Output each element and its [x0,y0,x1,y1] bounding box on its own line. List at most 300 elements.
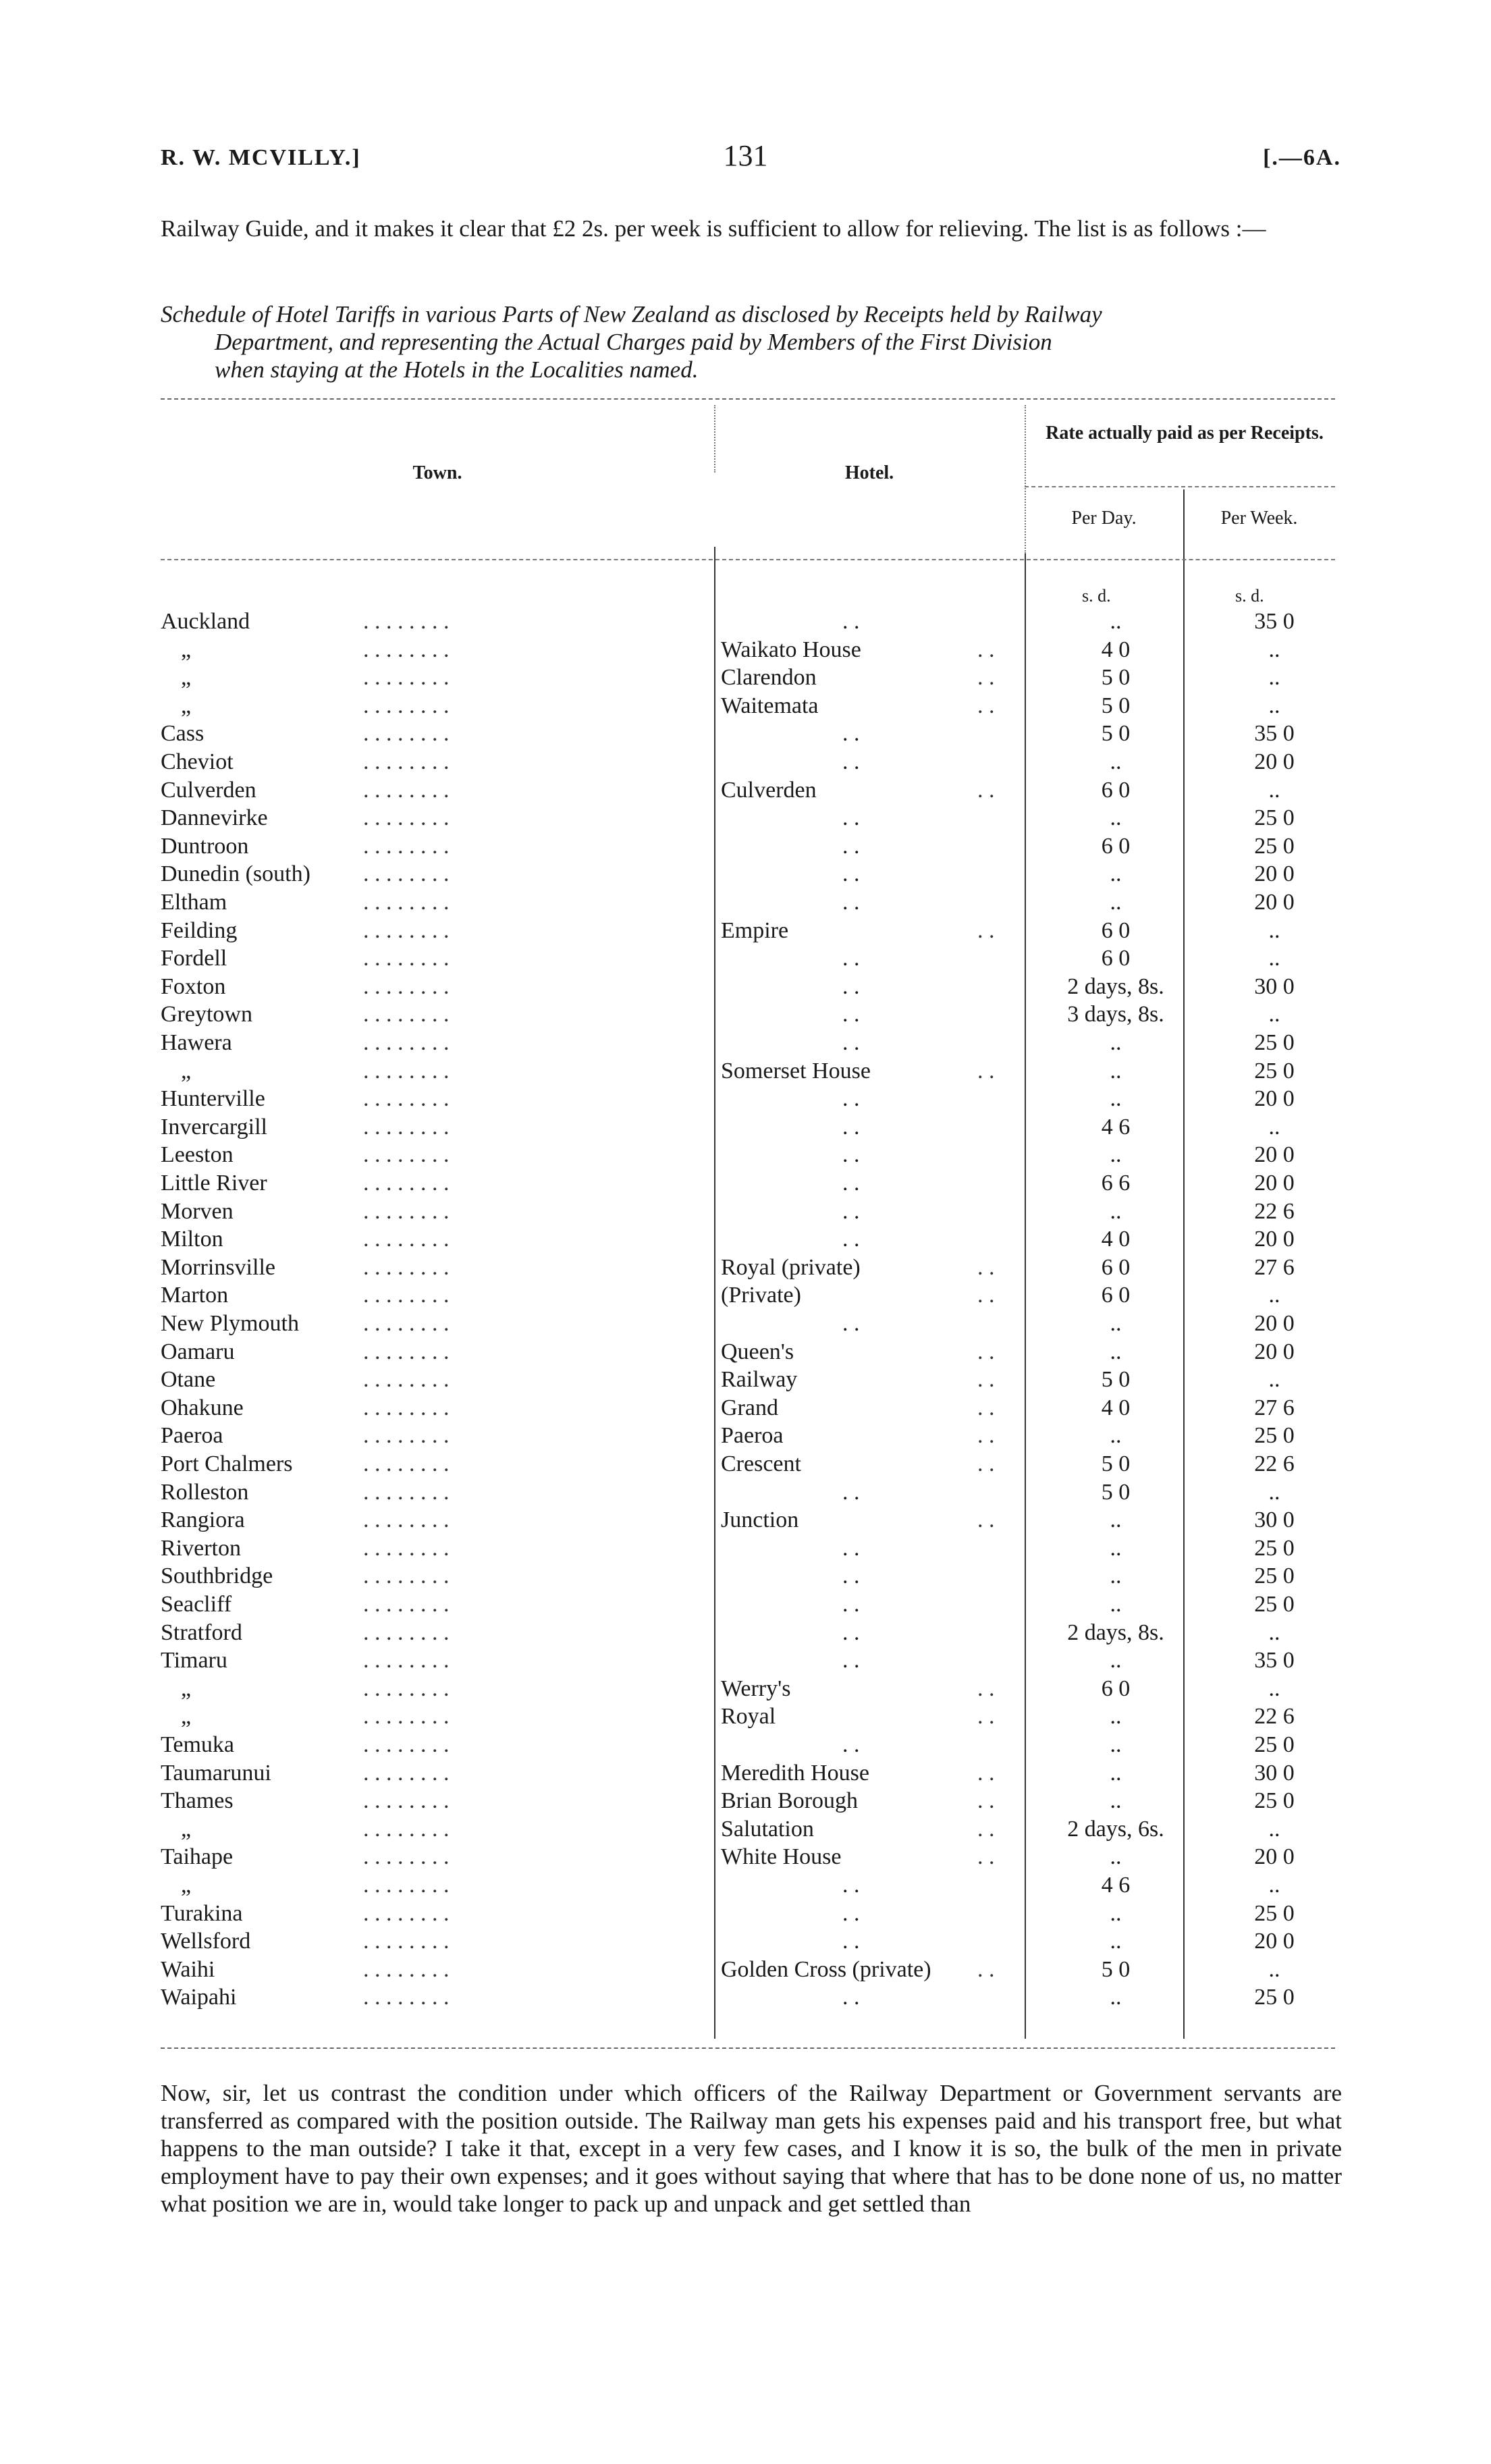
cell-town: Otane [161,1367,216,1393]
cell-per-week: 20 0 [1254,1142,1295,1168]
table-row [161,776,1335,804]
table-row [161,1198,1335,1225]
cell-town: Cheviot [161,749,234,774]
leader-dots: . . . . . . . . [363,749,450,774]
table-row [161,608,1335,635]
table-row [161,1703,1335,1730]
cell-town: Thames [161,1788,234,1814]
leader-dots: . . [977,1283,995,1308]
leader-dots: . . [977,1367,995,1393]
leader-dots: . . [842,890,860,915]
table-row [161,636,1335,664]
cell-per-day: .. [1110,1058,1122,1083]
cell-per-day: 6 0 [1101,946,1131,971]
cell-per-day: .. [1110,1844,1122,1870]
cell-per-day: .. [1110,1900,1122,1926]
cell-town: Turakina [161,1900,243,1926]
leader-dots: . . . . . . . . [363,721,450,747]
leader-dots: . . [842,1479,860,1505]
cell-per-day: .. [1110,1592,1122,1617]
leader-dots: . . [977,1816,995,1842]
cell-per-day: 5 0 [1101,1479,1131,1505]
cell-town: Eltham [161,890,227,915]
leader-dots: . . . . . . . . [363,1395,450,1420]
leader-dots: . . . . . . . . [363,1676,450,1701]
leader-dots: . . [977,1395,995,1420]
cell-town: Waipahi [161,1985,237,2010]
cell-per-week: .. [1268,693,1280,718]
cell-town: Rangiora [161,1507,245,1533]
cell-town: Wellsford [161,1929,251,1954]
table-caption [161,300,1349,383]
header-rule [161,559,1335,560]
leader-dots: . . [977,777,995,803]
leader-dots: . . [977,1254,995,1280]
cell-per-week: 20 0 [1254,1311,1295,1336]
page-number: 131 [723,139,768,172]
cell-per-week: 25 0 [1254,1058,1295,1083]
leader-dots: . . [842,609,860,634]
leader-dots: . . . . . . . . [363,1479,450,1505]
cell-town: Hunterville [161,1086,265,1112]
table-row [161,1225,1335,1253]
cell-town: Cass [161,721,205,747]
table-row [161,1900,1335,1927]
cell-per-day: 2 days, 8s. [1067,973,1164,999]
leader-dots: . . . . . . . . [363,1086,450,1112]
table-row [161,1310,1335,1337]
table-row [161,1927,1335,1955]
table-row [161,944,1335,972]
leader-dots: . . [842,1535,860,1561]
cell-hotel: Railway [721,1367,798,1393]
cell-per-day: 5 0 [1101,721,1131,747]
leader-dots: . . . . . . . . [363,1171,450,1196]
cell-per-day: .. [1110,1648,1122,1673]
cell-town: „ [181,665,192,691]
table-top-rule [161,398,1335,400]
cell-hotel: Golden Cross (private) [721,1956,931,1982]
table-row [161,1562,1335,1590]
caption-line: Schedule of Hotel Tariffs in various Parts of New Zealand as disclosed by Receipts held by Railway [161,301,1102,327]
cell-per-week: 20 0 [1254,1227,1295,1252]
leader-dots: . . . . . . . . [363,1985,450,2010]
leader-dots: . . . . . . . . [363,1451,450,1476]
cell-town: New Plymouth [161,1311,299,1336]
cell-hotel: White House [721,1844,842,1870]
leader-dots: . . . . . . . . [363,946,450,971]
leader-dots: . . . . . . . . [363,1367,450,1393]
cell-per-week: 25 0 [1254,1423,1295,1449]
cell-per-week: .. [1268,1283,1280,1308]
cell-hotel: Salutation [721,1816,814,1842]
cell-per-day: .. [1110,861,1122,887]
leader-dots: . . . . . . . . [363,693,450,718]
leader-dots: . . [842,721,860,747]
cell-per-week: 22 6 [1254,1198,1295,1224]
leader-dots: . . . . . . . . [363,1592,450,1617]
leader-dots: . . . . . . . . [363,1844,450,1870]
cell-per-week: 30 0 [1254,1507,1295,1533]
cell-hotel: Werry's [721,1676,791,1701]
leader-dots: . . . . . . . . [363,1619,450,1645]
leader-dots: . . [842,805,860,831]
cell-per-week: 30 0 [1254,1760,1295,1786]
cell-per-week: 20 0 [1254,861,1295,887]
cell-per-week: .. [1268,1956,1280,1982]
cell-town: Leeston [161,1142,234,1168]
leader-dots: . . . . . . . . [363,1227,450,1252]
leader-dots: . . [977,637,995,662]
leader-dots: . . . . . . . . [363,1900,450,1926]
cell-per-day: .. [1110,749,1122,774]
cell-hotel: Somerset House [721,1058,871,1083]
leader-dots: . . . . . . . . [363,1956,450,1982]
leader-dots: . . . . . . . . [363,1563,450,1589]
table-row [161,973,1335,1000]
leader-dots: . . [842,1900,860,1926]
leader-dots: . . [842,1311,860,1336]
leader-dots: . . [977,1760,995,1786]
cell-per-day: 4 0 [1101,1227,1131,1252]
table-row [161,1619,1335,1646]
table-row [161,804,1335,832]
col-header-rate: Rate actually paid as per Receipts. [1046,423,1324,444]
table-row [161,748,1335,776]
leader-dots: . . . . . . . . [363,637,450,662]
col-header-per-day: Per Day. [1071,508,1137,529]
leader-dots: . . [977,1339,995,1364]
leader-dots: . . . . . . . . [363,777,450,803]
cell-town: Culverden [161,777,256,803]
table-row [161,1169,1335,1197]
cell-town: Seacliff [161,1592,232,1617]
cell-town: Marton [161,1283,229,1308]
cell-per-week: .. [1268,1816,1280,1842]
cell-per-day: 6 0 [1101,1676,1131,1701]
table-row [161,1085,1335,1113]
cell-town: Rolleston [161,1479,249,1505]
leader-dots: . . [842,1732,860,1757]
leader-dots: . . [977,1423,995,1449]
cell-hotel: Brian Borough [721,1788,859,1814]
leader-dots: . . [842,1002,860,1027]
leader-dots: . . [842,861,860,887]
cell-per-week: 35 0 [1254,609,1295,634]
cell-hotel: Empire [721,917,789,943]
cell-per-day: .. [1110,1086,1122,1112]
cell-hotel: Paeroa [721,1423,784,1449]
table-row [161,1000,1335,1028]
cell-hotel: Clarendon [721,665,817,691]
leader-dots: . . . . . . . . [363,917,450,943]
table-row [161,1422,1335,1449]
cell-per-day: .. [1110,1985,1122,2010]
table-row [161,1029,1335,1056]
cell-town: Little River [161,1171,267,1196]
cell-per-day: .. [1110,609,1122,634]
cell-per-week: 20 0 [1254,1844,1295,1870]
cell-hotel: Crescent [721,1451,801,1476]
cell-town: Auckland [161,609,250,634]
unit-label-day: s. d. [1082,586,1111,606]
cell-town: Morrinsville [161,1254,275,1280]
cell-per-week: 20 0 [1254,1086,1295,1112]
table-row [161,1983,1335,2011]
leader-dots: . . . . . . . . [363,973,450,999]
cell-town: „ [181,693,192,718]
cell-hotel: Meredith House [721,1760,870,1786]
leader-dots: . . . . . . . . [363,1648,450,1673]
table-row [161,1956,1335,1983]
cell-per-day: 6 0 [1101,777,1131,803]
table-row [161,1394,1335,1422]
cell-per-week: 20 0 [1254,1929,1295,1954]
leader-dots: . . . . . . . . [363,1704,450,1730]
leader-dots: . . . . . . . . [363,861,450,887]
col-header-town: Town. [412,462,462,483]
leader-dots: . . [842,1929,860,1954]
cell-per-day: .. [1110,1311,1122,1336]
cell-per-day: 6 0 [1101,917,1131,943]
leader-dots: . . . . . . . . [363,1114,450,1140]
table-row [161,664,1335,691]
leader-dots: . . . . . . . . [363,1873,450,1898]
cell-per-week: .. [1268,1676,1280,1701]
leader-dots: . . [842,833,860,859]
table-row [161,1254,1335,1281]
leader-dots: . . [842,1198,860,1224]
cell-per-day: 6 0 [1101,1283,1131,1308]
cell-town: Paeroa [161,1423,223,1449]
table-row [161,888,1335,916]
cell-per-week: 25 0 [1254,1985,1295,2010]
leader-dots: . . . . . . . . [363,1030,450,1055]
cell-per-day: .. [1110,890,1122,915]
cell-per-week: .. [1268,777,1280,803]
cell-per-day: 6 0 [1101,833,1131,859]
table-row [161,1815,1335,1843]
cell-town: Invercargill [161,1114,267,1140]
table-row [161,692,1335,720]
cell-per-week: 25 0 [1254,1563,1295,1589]
leader-dots: . . . . . . . . [363,1058,450,1083]
leader-dots: . . . . . . . . [363,1788,450,1814]
leader-dots: . . [842,1227,860,1252]
cell-per-week: 25 0 [1254,1535,1295,1561]
cell-town: Riverton [161,1535,241,1561]
cell-per-day: 4 0 [1101,637,1131,662]
leader-dots: . . [842,1563,860,1589]
table-row [161,1338,1335,1366]
leader-dots: . . [977,693,995,718]
leader-dots: . . . . . . . . [363,1507,450,1533]
cell-per-day: 4 0 [1101,1395,1131,1420]
divider [1025,405,1026,554]
cell-per-day: .. [1110,1788,1122,1814]
leader-dots: . . [977,1507,995,1533]
cell-per-week: .. [1268,946,1280,971]
leader-dots: . . [977,1704,995,1730]
leader-dots: . . . . . . . . [363,665,450,691]
leader-dots: . . [977,1844,995,1870]
cell-per-day: .. [1110,1339,1122,1364]
cell-hotel: Waikato House [721,637,861,662]
unit-label-week: s. d. [1235,586,1264,606]
leader-dots: . . [977,917,995,943]
table-row [161,1759,1335,1787]
caption-line: Department, and representing the Actual Charges paid by Members of the First Division [215,329,1052,355]
cell-per-day: .. [1110,1563,1122,1589]
cell-hotel: Grand [721,1395,778,1420]
leader-dots: . . . . . . . . [363,1002,450,1027]
table-row [161,1843,1335,1871]
cell-town: „ [181,637,192,662]
cell-town: „ [181,1816,192,1842]
cell-per-day: .. [1110,1732,1122,1757]
leader-dots: . . . . . . . . [363,1816,450,1842]
leader-dots: . . . . . . . . [363,833,450,859]
cell-per-day: 5 0 [1101,665,1131,691]
cell-per-week: 25 0 [1254,1732,1295,1757]
cell-per-week: 30 0 [1254,973,1295,999]
leader-dots: . . . . . . . . [363,1732,450,1757]
leader-dots: . . . . . . . . [363,1423,450,1449]
leader-dots: . . [977,1956,995,1982]
cell-per-day: .. [1110,1704,1122,1730]
cell-per-week: .. [1268,1114,1280,1140]
table-row [161,1731,1335,1759]
cell-per-day: .. [1110,1535,1122,1561]
table-row [161,1450,1335,1478]
leader-dots: . . . . . . . . [363,1142,450,1168]
table-row [161,1646,1335,1674]
leader-dots: . . . . . . . . [363,890,450,915]
cell-per-day: 4 6 [1101,1873,1131,1898]
cell-town: Oamaru [161,1339,235,1364]
cell-per-week: 20 0 [1254,749,1295,774]
leader-dots: . . [977,1058,995,1083]
col-header-per-week: Per Week. [1220,508,1298,529]
cell-per-day: 2 days, 6s. [1067,1816,1164,1842]
cell-town: Timaru [161,1648,227,1673]
cell-hotel: Royal [721,1704,776,1730]
cell-per-week: 35 0 [1254,721,1295,747]
table-row [161,1113,1335,1141]
cell-hotel: Queen's [721,1339,794,1364]
cell-per-week: 20 0 [1254,890,1295,915]
cell-town: „ [181,1058,192,1083]
cell-per-day: 6 6 [1101,1171,1131,1196]
cell-hotel: (Private) [721,1283,801,1308]
header-speaker: R. W. MCVILLY.] [161,145,361,170]
table-row [161,1141,1335,1169]
cell-hotel: Junction [721,1507,799,1533]
leader-dots: . . [977,1676,995,1701]
leader-dots: . . . . . . . . [363,1283,450,1308]
leader-dots: . . [842,1030,860,1055]
table-row [161,1871,1335,1899]
cell-per-week: 35 0 [1254,1648,1295,1673]
cell-per-week: .. [1268,1619,1280,1645]
cell-per-week: .. [1268,1479,1280,1505]
cell-town: Morven [161,1198,234,1224]
leader-dots: . . . . . . . . [363,1198,450,1224]
leader-dots: . . [842,749,860,774]
cell-per-day: .. [1110,1929,1122,1954]
table-row [161,1281,1335,1309]
cell-per-day: .. [1110,1423,1122,1449]
cell-per-day: 2 days, 8s. [1067,1619,1164,1645]
leader-dots: . . [842,1171,860,1196]
cell-town: Duntroon [161,833,249,859]
leader-dots: . . . . . . . . [363,1760,450,1786]
cell-town: Dannevirke [161,805,268,831]
cell-per-week: 27 6 [1254,1395,1295,1420]
cell-town: Taumarunui [161,1760,271,1786]
table-row [161,1534,1335,1562]
leader-dots: . . . . . . . . [363,1311,450,1336]
cell-per-day: 5 0 [1101,1956,1131,1982]
cell-per-week: 22 6 [1254,1704,1295,1730]
table-row [161,1366,1335,1393]
table-row [161,832,1335,860]
leader-dots: . . . . . . . . [363,1929,450,1954]
cell-per-day: 5 0 [1101,1367,1131,1393]
leader-dots: . . . . . . . . [363,1535,450,1561]
table-bottom-rule [161,2047,1335,2049]
cell-town: Foxton [161,973,226,999]
table-row [161,1787,1335,1815]
cell-per-week: 25 0 [1254,833,1295,859]
table-row [161,1590,1335,1618]
cell-town: Waihi [161,1956,215,1982]
cell-per-week: .. [1268,1002,1280,1027]
leader-dots: . . [977,1788,995,1814]
cell-town: Feilding [161,917,238,943]
table-row [161,720,1335,747]
cell-per-week: 27 6 [1254,1254,1295,1280]
cell-per-day: .. [1110,1142,1122,1168]
cell-per-day: 5 0 [1101,693,1131,718]
cell-town: Greytown [161,1002,252,1027]
cell-town: Hawera [161,1030,232,1055]
cell-hotel: Waitemata [721,693,819,718]
cell-per-week: .. [1268,637,1280,662]
cell-per-day: .. [1110,1760,1122,1786]
cell-town: Ohakune [161,1395,244,1420]
cell-per-week: 25 0 [1254,805,1295,831]
cell-per-day: .. [1110,1507,1122,1533]
leader-dots: . . [842,946,860,971]
table-row [161,1057,1335,1085]
cell-town: „ [181,1676,192,1701]
cell-town: Milton [161,1227,223,1252]
cell-per-week: 25 0 [1254,1900,1295,1926]
leader-dots: . . . . . . . . [363,805,450,831]
leader-dots: . . [977,665,995,691]
leader-dots: . . [842,1114,860,1140]
leader-dots: . . . . . . . . [363,609,450,634]
cell-town: „ [181,1704,192,1730]
cell-town: „ [181,1873,192,1898]
cell-per-week: .. [1268,917,1280,943]
intro-paragraph: Railway Guide, and it makes it clear that £2 2s. per week is sufficient to allow for relieving. The list is as follows :— [161,215,1266,242]
cell-per-day: 4 6 [1101,1114,1131,1140]
cell-per-day: 3 days, 8s. [1067,1002,1164,1027]
cell-per-week: 25 0 [1254,1030,1295,1055]
cell-town: Southbridge [161,1563,273,1589]
